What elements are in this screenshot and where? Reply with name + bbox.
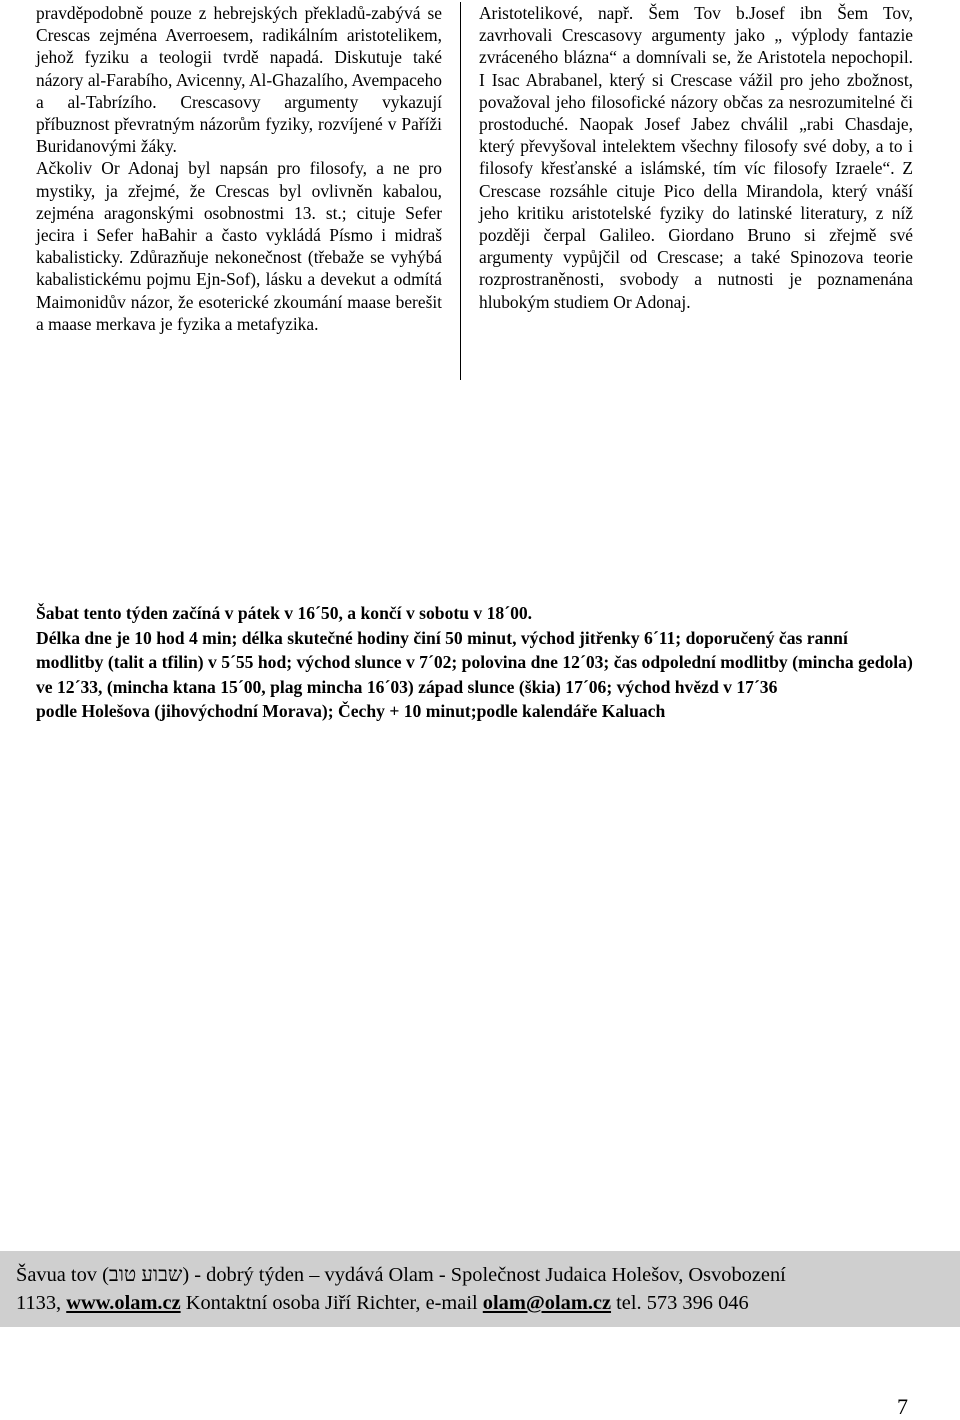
right-column: [479, 2, 913, 313]
left-column: [36, 2, 442, 335]
page-number: 7: [897, 1394, 908, 1419]
footer-hebrew: שבוע טוב: [108, 1264, 183, 1286]
right-paragraph-1: Aristotelikové, např. Šem Tov b.Josef ibn Šem Tov, zavrhovali Crescasovy argumenty jako „ výplody fantazie zvráceného blázna“ a domnívali se, že Aristotela nepochopil. I Isac Abrabanel, který si Crescase vážil pro jeho zbožnost, považoval jeho filosofické názory občas za nesrozumitelné či prostoduché. Naopak Josef Jabez chválil „rabi Chasdaje, který převyšoval intelektem všechny filosofy své doby, a to i filosofy křesťanské a islámské, tím víc filosofy Izraele“. Z Crescase rozsáhle cituje Pico della Mirandola, který vnáší jeho kritiku aristotelské fyziky do latinské literatury, z níž později čerpal Galileo. Giordano Bruno si zřejmě své argumenty vypůjčil od Crescase; a také Spinozova teorie rozprostraněnosti, svobody a nutnosti je poznamenána hlubokým studiem Or Adonaj.: [479, 3, 913, 312]
website-link[interactable]: www.olam.cz: [66, 1292, 181, 1314]
footer-line-1: [16, 1261, 946, 1289]
footer-phone: tel. 573 396 046: [611, 1292, 749, 1314]
footer-text: [16, 1261, 946, 1317]
left-paragraph-2: Ačkoliv Or Adonaj byl napsán pro filosofy, a ne pro mystiky, ja zřejmé, že Crescas byl ovlivněn kabalou, zejména aragonskými osobnostmi 13. st.; cituje Sefer jecira i Sefer haBahir a často vykládá Písmo i midraš kabalisticky. Zdůrazňuje nekonečnost (třebaže se vyhýbá kabalistickému pojmu Ejn-Sof), lásku a devekut a odmítá Maimonidův názor, že esoterické zkoumání maase berešit a maase merkava je fyzika a metafyzika.: [36, 158, 442, 334]
shabbat-schedule: [36, 601, 916, 724]
schedule-day-times: Délka dne je 10 hod 4 min; délka skutečné hodiny činí 50 minut, východ jitřenky 6´11; doporučený čas ranní modlitby (talit a tfilin) v 5´55 hod; východ slunce v 7´02; polovina dne 12´03; čas odpolední modlitby (mincha gedola) ve 12´33, (mincha ktana 15´00, plag mincha 16´03) západ slunce (škia) 17´06; východ hvězd v 17´36: [36, 627, 913, 697]
schedule-location-note: podle Holešova (jihovýchodní Morava); Čechy + 10 minut;podle kalendáře Kaluach: [36, 701, 666, 721]
footer-contact: Kontaktní osoba Jiří Richter, e-mail: [180, 1292, 483, 1314]
left-paragraph-1: pravděpodobně pouze z hebrejských překladů-zabývá se Crescas zejména Averroesem, radikálním aristotelikem, jehož fyziku a teologii tvrdě napadá. Diskutuje také názory al-Farabího, Avicenny, Al-Ghazalího, Avempaceho a al-Tabrízího. Crescasovy argumenty vykazují příbuznost převratným názorům fyziky, rozvíjené v Paříži Buridanovými žáky.: [36, 3, 442, 157]
footer-title-suffix: ) - dobrý týden – vydává Olam - Společnost Judaica Holešov, Osvobození: [182, 1264, 786, 1286]
footer-address: 1133,: [16, 1292, 67, 1314]
email-link[interactable]: olam@olam.cz: [482, 1292, 612, 1314]
footer-line-2: [16, 1289, 946, 1317]
footer-banner: [0, 1251, 960, 1327]
footer-title-prefix: Šavua tov (: [16, 1264, 109, 1286]
column-divider: [460, 2, 461, 380]
schedule-shabbat-times: Šabat tento týden začíná v pátek v 16´50, a končí v sobotu v 18´00.: [36, 603, 533, 623]
